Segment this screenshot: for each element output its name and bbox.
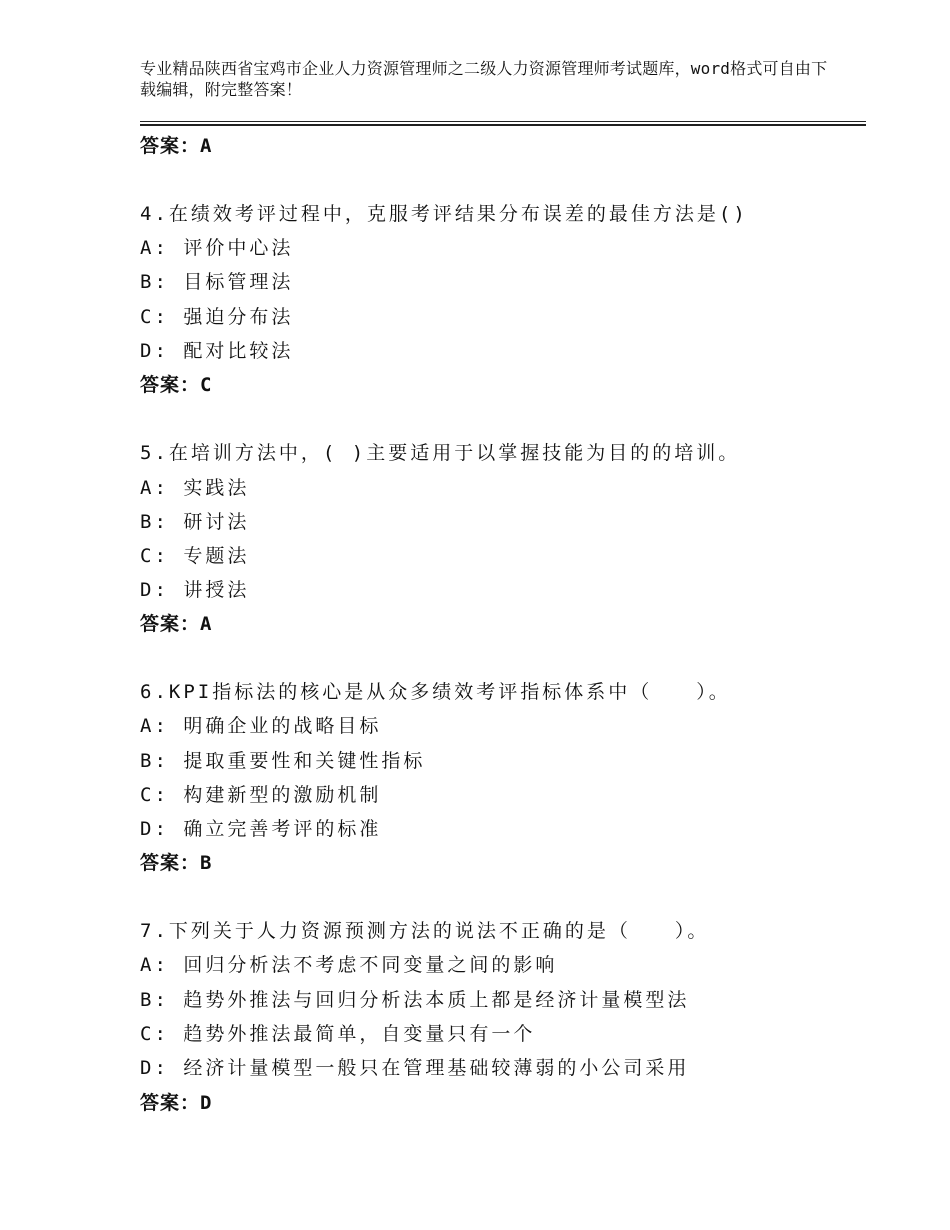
question-6-option-d: D: 确立完善考评的标准: [140, 818, 382, 840]
question-7-answer: 答案：D: [140, 1092, 213, 1114]
document-header: 专业精品陕西省宝鸡市企业人力资源管理师之二级人力资源管理师考试题库，word格式可自由下载编辑，附完整答案！: [140, 59, 828, 99]
question-6-answer: 答案：B: [140, 852, 213, 874]
question-7-stem: 7.下列关于人力资源预测方法的说法不正确的是（ ）。: [140, 920, 710, 942]
question-6-option-a: A: 明确企业的战略目标: [140, 715, 382, 737]
question-4-option-b: B: 目标管理法: [140, 271, 294, 293]
question-4-option-d: D: 配对比较法: [140, 340, 294, 362]
question-5-option-a: A: 实践法: [140, 477, 250, 499]
question-4-option-c: C: 强迫分布法: [140, 306, 294, 328]
question-4-option-a: A: 评价中心法: [140, 237, 294, 259]
question-5-answer: 答案：A: [140, 613, 213, 635]
header-rule-thin: [140, 121, 866, 122]
question-7-option-d: D: 经济计量模型一般只在管理基础较薄弱的小公司采用: [140, 1057, 690, 1079]
question-5-option-b: B: 研讨法: [140, 511, 250, 533]
question-6-option-b: B: 提取重要性和关键性指标: [140, 750, 426, 772]
question-5-option-c: C: 专题法: [140, 545, 250, 567]
previous-answer: 答案：A: [140, 135, 213, 157]
question-6-stem: 6.KPI指标法的核心是从众多绩效考评指标体系中（ ）。: [140, 681, 731, 703]
question-4-answer: 答案：C: [140, 374, 213, 396]
header-rule-thick: [140, 124, 866, 126]
question-7-option-a: A: 回归分析法不考虑不同变量之间的影响: [140, 954, 558, 976]
question-6-option-c: C: 构建新型的激励机制: [140, 784, 382, 806]
question-5-stem: 5.在培训方法中，( )主要适用于以掌握技能为目的的培训。: [140, 442, 741, 464]
question-7-option-b: B: 趋势外推法与回归分析法本质上都是经济计量模型法: [140, 989, 690, 1011]
question-4-stem: 4.在绩效考评过程中，克服考评结果分布误差的最佳方法是(): [140, 203, 748, 225]
question-5-option-d: D: 讲授法: [140, 579, 250, 601]
question-7-option-c: C: 趋势外推法最简单，自变量只有一个: [140, 1023, 536, 1045]
